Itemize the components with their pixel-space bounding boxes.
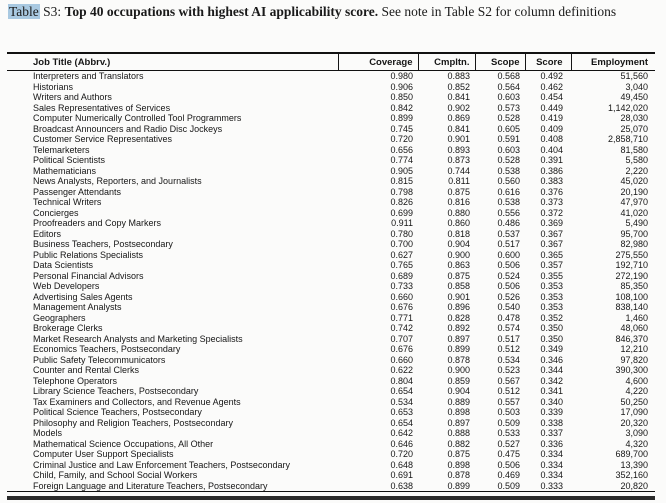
cell-coverage: 0.691 — [390, 470, 413, 480]
cell-scope: 0.603 — [497, 92, 520, 102]
table-row — [7, 145, 655, 156]
cell-job-title: Foreign Language and Literature Teachers, Postsecondary — [33, 480, 268, 491]
cell-score: 0.337 — [540, 428, 563, 438]
cell-coverage: 0.765 — [390, 260, 413, 270]
cell-job-title: Mathematicians — [33, 165, 97, 176]
cell-scope: 0.475 — [497, 449, 520, 459]
cell-cmpltn: 0.818 — [447, 228, 470, 239]
table-row — [7, 218, 655, 229]
cell-job-title: Writers and Authors — [33, 92, 112, 102]
cell-score: 0.367 — [540, 228, 563, 239]
cell-cmpltn: 0.883 — [447, 71, 470, 81]
col-header-job-title: Job Title (Abbrv.) — [7, 53, 338, 71]
cell-job-title: Data Scientists — [33, 260, 94, 270]
table-header — [7, 53, 655, 71]
cell-job-title: Geographers — [33, 312, 86, 323]
cell-scope: 0.528 — [497, 155, 520, 165]
cell-coverage: 0.911 — [391, 218, 413, 228]
cell-scope: 0.526 — [497, 291, 520, 302]
cell-job-title: Passenger Attendants — [33, 186, 122, 197]
cell-score: 0.365 — [540, 249, 563, 260]
cell-scope: 0.512 — [497, 344, 520, 354]
cell-scope: 0.533 — [497, 428, 520, 438]
cell-job-title: Models — [33, 428, 63, 438]
cell-scope: 0.506 — [497, 459, 520, 470]
cell-score: 0.338 — [540, 417, 563, 428]
cell-coverage: 0.660 — [390, 291, 413, 302]
cell-coverage: 0.642 — [390, 428, 413, 438]
cell-coverage: 0.771 — [390, 312, 413, 323]
cell-score: 0.372 — [540, 207, 563, 218]
cell-cmpltn: 0.869 — [447, 113, 470, 123]
table-row — [7, 481, 655, 492]
table-row — [7, 386, 655, 397]
col-header-employment: Employment — [571, 53, 655, 71]
cell-scope: 0.538 — [497, 197, 520, 207]
col-header-coverage: Coverage — [338, 53, 418, 71]
cell-coverage: 0.826 — [390, 197, 413, 207]
cell-job-title: Web Developers — [33, 281, 100, 291]
cell-scope: 0.486 — [497, 218, 520, 228]
table-row — [7, 397, 655, 408]
table-row — [7, 460, 655, 471]
cell-score: 0.386 — [540, 165, 563, 176]
cell-score: 0.353 — [540, 281, 563, 291]
cell-cmpltn: 0.859 — [447, 375, 470, 386]
table-body — [7, 71, 655, 492]
cell-employment: 82,980 — [620, 239, 648, 249]
cell-employment: 4,600 — [625, 375, 648, 386]
cell-job-title: Criminal Justice and Law Enforcement Teachers, Postsecondary — [33, 459, 290, 470]
table-row — [7, 449, 655, 460]
cell-scope: 0.527 — [497, 438, 520, 449]
cell-scope: 0.523 — [497, 365, 520, 375]
table-row — [7, 166, 655, 177]
cell-job-title: Concierges — [33, 207, 79, 218]
cell-cmpltn: 0.811 — [448, 176, 470, 186]
cell-coverage: 0.676 — [390, 344, 413, 354]
cell-job-title: Personal Financial Advisors — [33, 270, 144, 281]
table-row — [7, 365, 655, 376]
cell-score: 0.349 — [540, 344, 563, 354]
cell-cmpltn: 0.892 — [447, 323, 470, 333]
cell-cmpltn: 0.841 — [447, 92, 470, 102]
cell-score: 0.346 — [540, 354, 563, 365]
cell-cmpltn: 0.896 — [447, 302, 470, 312]
cell-job-title: Political Science Teachers, Postsecondary — [33, 407, 202, 417]
cell-score: 0.404 — [540, 144, 563, 155]
cell-cmpltn: 0.863 — [447, 260, 470, 270]
table-row — [7, 250, 655, 261]
caption-title: Top 40 occupations with highest AI applicability score. — [64, 4, 379, 19]
cell-scope: 0.616 — [497, 186, 520, 197]
cell-job-title: Library Science Teachers, Postsecondary — [33, 386, 199, 396]
cell-job-title: Mathematical Science Occupations, All Other — [33, 438, 214, 449]
cell-cmpltn: 0.902 — [447, 102, 470, 113]
cell-employment: 49,450 — [620, 92, 648, 102]
cell-employment: 51,560 — [620, 71, 648, 81]
table-row — [7, 376, 655, 387]
cell-coverage: 0.676 — [390, 302, 413, 312]
cell-coverage: 0.646 — [390, 438, 413, 449]
cell-job-title: Computer User Support Specialists — [33, 449, 174, 459]
cell-coverage: 0.745 — [390, 123, 413, 134]
cell-cmpltn: 0.904 — [447, 386, 470, 396]
cell-cmpltn: 0.860 — [447, 218, 470, 228]
table-row — [7, 82, 655, 93]
cell-score: 0.334 — [540, 459, 563, 470]
cell-job-title: Sales Representatives of Services — [33, 102, 171, 113]
cell-employment: 45,020 — [620, 176, 648, 186]
cell-cmpltn: 0.828 — [447, 312, 470, 323]
cell-employment: 95,700 — [620, 228, 648, 239]
col-header-score: Score — [525, 53, 571, 71]
cell-scope: 0.568 — [497, 71, 520, 81]
cell-scope: 0.560 — [497, 176, 520, 186]
cell-job-title: Telemarketers — [33, 144, 90, 155]
cell-employment: 108,100 — [615, 291, 648, 302]
table-row — [7, 313, 655, 324]
cell-score: 0.352 — [540, 312, 563, 323]
cell-job-title: Public Relations Specialists — [33, 249, 144, 260]
cell-cmpltn: 0.897 — [447, 417, 470, 428]
cell-cmpltn: 0.900 — [447, 365, 470, 375]
cell-cmpltn: 0.899 — [447, 344, 470, 354]
cell-coverage: 0.980 — [390, 71, 413, 81]
cell-employment: 5,490 — [625, 218, 648, 228]
table-caption — [8, 3, 658, 20]
table-row — [7, 302, 655, 313]
cell-cmpltn: 0.875 — [447, 449, 470, 459]
cell-score: 0.409 — [540, 123, 563, 134]
cell-employment: 25,070 — [620, 123, 648, 134]
cell-score: 0.373 — [540, 197, 563, 207]
cell-job-title: Proofreaders and Copy Markers — [33, 218, 162, 228]
cell-job-title: Business Teachers, Postsecondary — [33, 239, 173, 249]
cell-score: 0.357 — [540, 260, 563, 270]
cell-cmpltn: 0.898 — [447, 459, 470, 470]
cell-employment: 272,190 — [615, 270, 648, 281]
cell-score: 0.342 — [540, 375, 563, 386]
cell-coverage: 0.656 — [390, 144, 413, 155]
cell-coverage: 0.627 — [390, 249, 413, 260]
cell-coverage: 0.660 — [390, 354, 413, 365]
table-row — [7, 292, 655, 303]
cell-job-title: Political Scientists — [33, 155, 106, 165]
cell-job-title: Philosophy and Religion Teachers, Postsecondary — [33, 417, 233, 428]
table-row — [7, 281, 655, 292]
cell-cmpltn: 0.878 — [447, 354, 470, 365]
table-row — [7, 71, 655, 82]
cell-employment: 20,320 — [620, 417, 648, 428]
cell-job-title: Technical Writers — [33, 197, 102, 207]
table-link[interactable]: Table — [9, 4, 39, 19]
cell-cmpltn: 0.899 — [447, 480, 470, 491]
cell-score: 0.350 — [540, 323, 563, 333]
cell-scope: 0.603 — [497, 144, 520, 155]
cell-scope: 0.600 — [497, 249, 520, 260]
cell-scope: 0.556 — [497, 207, 520, 218]
cell-employment: 3,040 — [625, 81, 648, 92]
cell-score: 0.341 — [540, 386, 563, 396]
cell-cmpltn: 0.875 — [447, 270, 470, 281]
cell-score: 0.340 — [540, 396, 563, 407]
col-header-cmpltn: Cmpltn. — [418, 53, 475, 71]
col-header-scope: Scope — [475, 53, 525, 71]
cell-coverage: 0.774 — [390, 155, 413, 165]
cell-employment: 50,250 — [620, 396, 648, 407]
occupations-table — [7, 52, 655, 492]
caption-label: S3: — [39, 4, 65, 19]
table-row — [7, 323, 655, 334]
cell-coverage: 0.654 — [390, 417, 413, 428]
cell-scope: 0.509 — [497, 480, 520, 491]
cell-employment: 41,020 — [620, 207, 648, 218]
cell-scope: 0.574 — [497, 323, 520, 333]
cell-cmpltn: 0.873 — [447, 155, 470, 165]
table-row — [7, 187, 655, 198]
cell-coverage: 0.720 — [390, 449, 413, 459]
cell-scope: 0.478 — [497, 312, 520, 323]
table-row — [7, 113, 655, 124]
cell-score: 0.353 — [540, 302, 563, 312]
cell-scope: 0.537 — [497, 228, 520, 239]
cell-score: 0.376 — [540, 186, 563, 197]
cell-scope: 0.540 — [497, 302, 520, 312]
table-row — [7, 470, 655, 481]
table-row — [7, 124, 655, 135]
cell-job-title: Historians — [33, 81, 74, 92]
cell-job-title: Counter and Rental Clerks — [33, 365, 140, 375]
cell-scope: 0.567 — [497, 375, 520, 386]
cell-score: 0.334 — [540, 470, 563, 480]
cell-cmpltn: 0.875 — [447, 186, 470, 197]
cell-cmpltn: 0.893 — [447, 144, 470, 155]
cell-cmpltn: 0.889 — [447, 396, 470, 407]
cell-coverage: 0.733 — [390, 281, 413, 291]
cell-cmpltn: 0.904 — [447, 239, 470, 249]
cell-employment: 12,210 — [620, 344, 648, 354]
cell-scope: 0.528 — [497, 113, 520, 123]
cell-coverage: 0.899 — [390, 113, 413, 123]
table-row — [7, 439, 655, 450]
cell-employment: 5,580 — [625, 155, 648, 165]
cell-coverage: 0.707 — [390, 333, 413, 344]
cell-scope: 0.503 — [497, 407, 520, 417]
table-row — [7, 197, 655, 208]
cell-cmpltn: 0.897 — [447, 333, 470, 344]
cell-employment: 275,550 — [615, 249, 648, 260]
cell-scope: 0.591 — [497, 134, 520, 144]
cell-employment: 2,858,710 — [607, 134, 648, 144]
cell-job-title: Customer Service Representatives — [33, 134, 173, 144]
cell-score: 0.454 — [540, 92, 563, 102]
table-row — [7, 229, 655, 240]
cell-score: 0.367 — [540, 239, 563, 249]
cell-job-title: Advertising Sales Agents — [33, 291, 133, 302]
cell-score: 0.462 — [540, 81, 563, 92]
cell-coverage: 0.638 — [390, 480, 413, 491]
cell-job-title: Management Analysts — [33, 302, 122, 312]
table-row — [7, 134, 655, 145]
cell-job-title: Broadcast Announcers and Radio Disc Jockeys — [33, 123, 223, 134]
cell-job-title: Editors — [33, 228, 62, 239]
cell-score: 0.383 — [540, 176, 563, 186]
cell-scope: 0.509 — [497, 417, 520, 428]
table-bottom-rule — [7, 496, 655, 500]
table-row — [7, 260, 655, 271]
cell-scope: 0.538 — [497, 165, 520, 176]
cell-score: 0.350 — [540, 333, 563, 344]
cell-scope: 0.512 — [497, 386, 520, 396]
cell-employment: 689,700 — [615, 449, 648, 459]
cell-score: 0.336 — [540, 438, 563, 449]
cell-score: 0.419 — [540, 113, 563, 123]
table-row — [7, 418, 655, 429]
header-row — [7, 53, 655, 71]
cell-scope: 0.506 — [497, 260, 520, 270]
cell-scope: 0.557 — [497, 396, 520, 407]
cell-job-title: Economics Teachers, Postsecondary — [33, 344, 181, 354]
cell-score: 0.333 — [540, 480, 563, 491]
cell-score: 0.391 — [540, 155, 563, 165]
cell-employment: 1,142,020 — [607, 102, 648, 113]
cell-coverage: 0.648 — [390, 459, 413, 470]
table-row — [7, 155, 655, 166]
table-row — [7, 355, 655, 366]
cell-job-title: Tax Examiners and Collectors, and Revenue Agents — [33, 396, 241, 407]
cell-cmpltn: 0.816 — [447, 197, 470, 207]
cell-score: 0.355 — [540, 270, 563, 281]
cell-cmpltn: 0.852 — [447, 81, 470, 92]
cell-employment: 13,390 — [620, 459, 648, 470]
cell-coverage: 0.815 — [390, 176, 413, 186]
cell-coverage: 0.700 — [390, 239, 413, 249]
cell-job-title: Child, Family, and School Social Workers — [33, 470, 198, 480]
cell-employment: 1,460 — [625, 312, 648, 323]
cell-score: 0.408 — [540, 134, 563, 144]
cell-employment: 3,090 — [625, 428, 648, 438]
cell-cmpltn: 0.901 — [447, 291, 470, 302]
cell-job-title: Brokerage Clerks — [33, 323, 103, 333]
cell-coverage: 0.742 — [390, 323, 413, 333]
cell-score: 0.334 — [540, 449, 563, 459]
cell-coverage: 0.654 — [390, 386, 413, 396]
cell-score: 0.492 — [540, 71, 563, 81]
table-row — [7, 176, 655, 187]
table-row — [7, 334, 655, 345]
cell-scope: 0.524 — [497, 270, 520, 281]
cell-cmpltn: 0.901 — [447, 134, 470, 144]
cell-coverage: 0.622 — [390, 365, 413, 375]
cell-scope: 0.573 — [497, 102, 520, 113]
table-row — [7, 344, 655, 355]
table-row — [7, 208, 655, 219]
cell-employment: 846,370 — [615, 333, 648, 344]
table-row — [7, 271, 655, 282]
cell-coverage: 0.850 — [390, 92, 413, 102]
cell-employment: 81,580 — [620, 144, 648, 155]
cell-cmpltn: 0.880 — [447, 207, 470, 218]
cell-cmpltn: 0.898 — [447, 407, 470, 417]
cell-score: 0.353 — [540, 291, 563, 302]
cell-coverage: 0.798 — [390, 186, 413, 197]
table-row — [7, 428, 655, 439]
cell-coverage: 0.906 — [390, 81, 413, 92]
cell-employment: 20,190 — [620, 186, 648, 197]
cell-employment: 192,710 — [615, 260, 648, 270]
cell-scope: 0.469 — [497, 470, 520, 480]
cell-job-title: News Analysts, Reporters, and Journalists — [33, 176, 202, 186]
cell-cmpltn: 0.888 — [447, 428, 470, 438]
cell-score: 0.344 — [540, 365, 563, 375]
cell-coverage: 0.720 — [390, 134, 413, 144]
cell-coverage: 0.689 — [390, 270, 413, 281]
table-row — [7, 92, 655, 103]
cell-employment: 352,160 — [615, 470, 648, 480]
cell-scope: 0.534 — [497, 354, 520, 365]
cell-employment: 838,140 — [615, 302, 648, 312]
table-row — [7, 407, 655, 418]
cell-score: 0.339 — [540, 407, 563, 417]
cell-coverage: 0.780 — [390, 228, 413, 239]
cell-employment: 97,820 — [620, 354, 648, 365]
cell-cmpltn: 0.841 — [447, 123, 470, 134]
cell-cmpltn: 0.882 — [447, 438, 470, 449]
cell-scope: 0.506 — [497, 281, 520, 291]
cell-employment: 47,970 — [620, 197, 648, 207]
cell-employment: 4,220 — [625, 386, 648, 396]
cell-employment: 20,820 — [620, 480, 648, 491]
cell-job-title: Computer Numerically Controlled Tool Programmers — [33, 113, 242, 123]
cell-scope: 0.517 — [497, 333, 520, 344]
cell-coverage: 0.534 — [390, 396, 413, 407]
cell-job-title: Interpreters and Translators — [33, 71, 144, 81]
cell-employment: 390,300 — [615, 365, 648, 375]
cell-coverage: 0.699 — [390, 207, 413, 218]
cell-job-title: Public Safety Telecommunicators — [33, 354, 166, 365]
cell-employment: 28,030 — [620, 113, 648, 123]
cell-job-title: Telephone Operators — [33, 375, 118, 386]
cell-employment: 48,060 — [620, 323, 648, 333]
cell-scope: 0.605 — [497, 123, 520, 134]
cell-cmpltn: 0.744 — [447, 165, 470, 176]
cell-score: 0.369 — [540, 218, 563, 228]
cell-coverage: 0.842 — [390, 102, 413, 113]
cell-cmpltn: 0.878 — [447, 470, 470, 480]
cell-cmpltn: 0.900 — [447, 249, 470, 260]
cell-scope: 0.564 — [497, 81, 520, 92]
cell-coverage: 0.653 — [390, 407, 413, 417]
cell-coverage: 0.905 — [390, 165, 413, 176]
cell-employment: 4,320 — [625, 438, 648, 449]
caption-note: See note in Table S2 for column definitions — [378, 4, 617, 19]
table-row — [7, 103, 655, 114]
cell-coverage: 0.804 — [390, 375, 413, 386]
table-row — [7, 239, 655, 250]
cell-job-title: Market Research Analysts and Marketing Specialists — [33, 333, 243, 344]
cell-cmpltn: 0.858 — [447, 281, 470, 291]
cell-score: 0.449 — [540, 102, 563, 113]
cell-employment: 17,090 — [620, 407, 648, 417]
cell-scope: 0.517 — [497, 239, 520, 249]
cell-employment: 2,220 — [625, 165, 648, 176]
cell-employment: 85,350 — [620, 281, 648, 291]
